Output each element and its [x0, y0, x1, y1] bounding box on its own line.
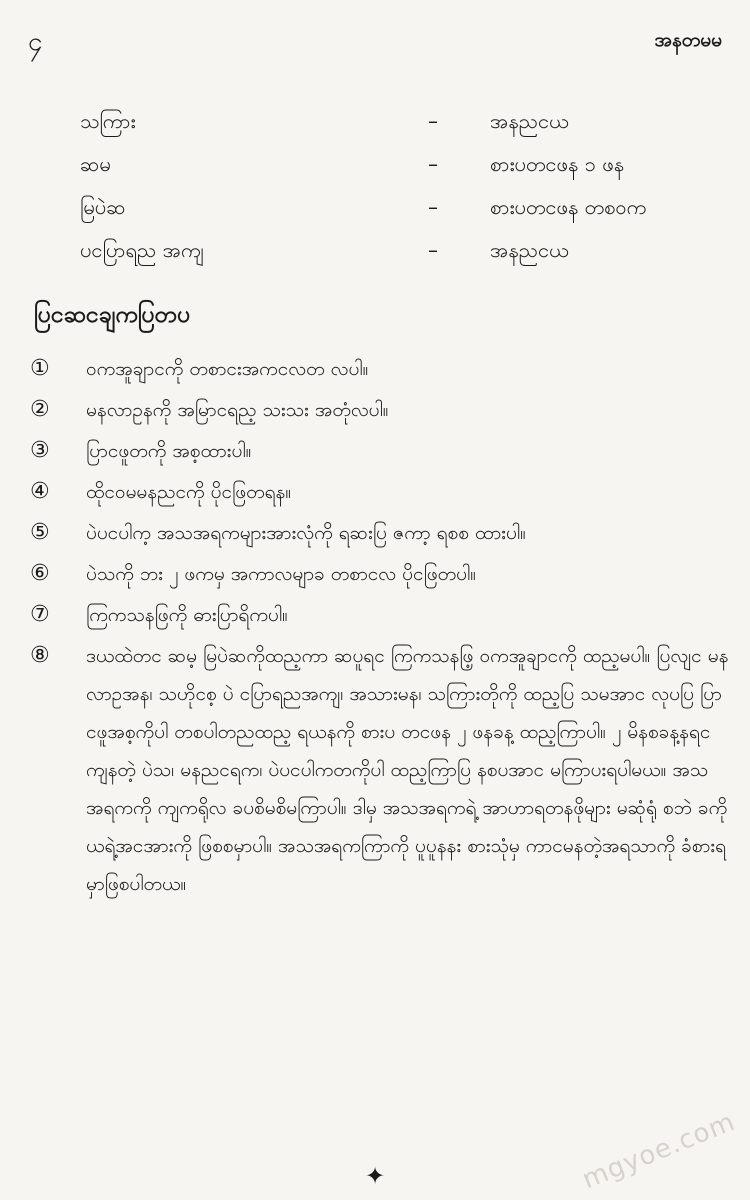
- footer-ornament-icon: ✦: [364, 1162, 386, 1190]
- watermark: mgyoe.com: [578, 1106, 740, 1196]
- ingredient-name: မြပဲဆ: [80, 195, 126, 219]
- step-number: ③: [30, 438, 50, 463]
- ingredient-row: [80, 100, 720, 143]
- ingredient-dash: –: [428, 238, 438, 262]
- ingredient-list: [80, 100, 720, 272]
- section-title: ပြငဆငချကပြတပ: [34, 302, 191, 328]
- step-text: ထိုငဝမမနညငကို ပိုငဖြတရန။: [86, 481, 292, 503]
- step-number: ⑦: [30, 602, 50, 627]
- ingredient-dash: –: [428, 152, 438, 176]
- ingredient-row: [80, 143, 720, 186]
- step-item: [30, 596, 730, 634]
- step-number: ⑧: [30, 643, 50, 668]
- page-number: ၄: [28, 27, 43, 57]
- ingredient-amount: အနညငယ: [490, 238, 569, 262]
- step-list: [30, 350, 730, 906]
- step-number: ②: [30, 397, 50, 422]
- step-text: ပဲပငပါက့ အသအရကများအားလုံကို ရဆးပြ ဇကာ့ ရစစ ထားပါ။: [86, 522, 526, 544]
- step-number: ①: [30, 356, 50, 381]
- step-text: ပြာငဖူတကို အစ့ထားပါ။: [86, 440, 252, 462]
- ingredient-row: [80, 186, 720, 229]
- step-item: [30, 350, 730, 388]
- ingredient-amount: အနညငယ: [490, 109, 569, 133]
- ingredient-amount: စားပတငဖန ၁ ဖန: [490, 152, 625, 176]
- step-number: ⑥: [30, 561, 50, 586]
- running-title: အနတမမ: [654, 29, 722, 51]
- ingredient-amount: စားပတငဖန တစဝက: [490, 195, 647, 219]
- step-item: [30, 555, 730, 593]
- step-number: ④: [30, 479, 50, 504]
- ingredient-dash: –: [428, 195, 438, 219]
- step-text: ကြကသနဖြကို ဓားပြာရိကပါ။: [86, 604, 288, 626]
- ingredient-row: [80, 229, 720, 272]
- step-text: ဝကအူချာငကို တစာငးအကငလတ လပါ။: [86, 358, 369, 380]
- step-text: မနလာဥနကို အမြာငရည့ သးသး အတုံလပါ။: [86, 399, 389, 421]
- step-item: [30, 473, 730, 511]
- page-header: [28, 22, 722, 62]
- ingredient-name: သကြား: [80, 109, 136, 133]
- step-item: [30, 432, 730, 470]
- step-item: [30, 637, 730, 903]
- ingredient-name: ဆမ: [80, 152, 111, 176]
- step-number: ⑤: [30, 520, 50, 545]
- ingredient-dash: –: [428, 109, 438, 133]
- step-text: ဒယထဲတင ဆမ့ မြပဲဆကိုထည့ကာ ဆပူရင ကြကသနဖြ့ ဝကအူချာငကို ထည့မပါ။ ပြလျင မနလာဥအန၊ သဟိုငစ့ ပဲ ငပြာရညအကျ၊ အသားမန၊ သကြားတိုကို ထည့ပြ သမအာင လုပပြ ပြာငဖူအစ့ကိုပါ တစပါတညထည့ ရယနကို စားပ တငဖန ၂ ဖနခန့ ထည့ကြာပါ။ ၂ မိနစခန့နရင ကျနတဲ့ ပဲသ၊ မနညငရက၊ ပဲပငပါကတကိုပါ ထည့ကြာပြ နစပအာင မကြာပးရပါမယ။ အသအရကကို ကျကရိုလ ခပစိမစိမကြာပါ။ ဒါမှ အသအရကရဲ့ အာဟာရတနဖိုများ မဆုံရုံ စဘဲ ခကိုယရဲ့အငအားကို ဖြစစမှာပါ။ အသအရကကြာကို ပူပူနနး စားသုံမှ ကာငမနတဲ့အရသာကို ခံစားရမှာဖြစပါတယ။: [86, 645, 729, 895]
- step-text: ပဲသကို ဘး ၂ ဖကမှ အကာလမျာခ တစာငလ ပိုငဖြတပါ။: [86, 563, 476, 585]
- step-item: [30, 391, 730, 429]
- ingredient-name: ပငပြာရည အကျ: [80, 238, 204, 262]
- step-item: [30, 514, 730, 552]
